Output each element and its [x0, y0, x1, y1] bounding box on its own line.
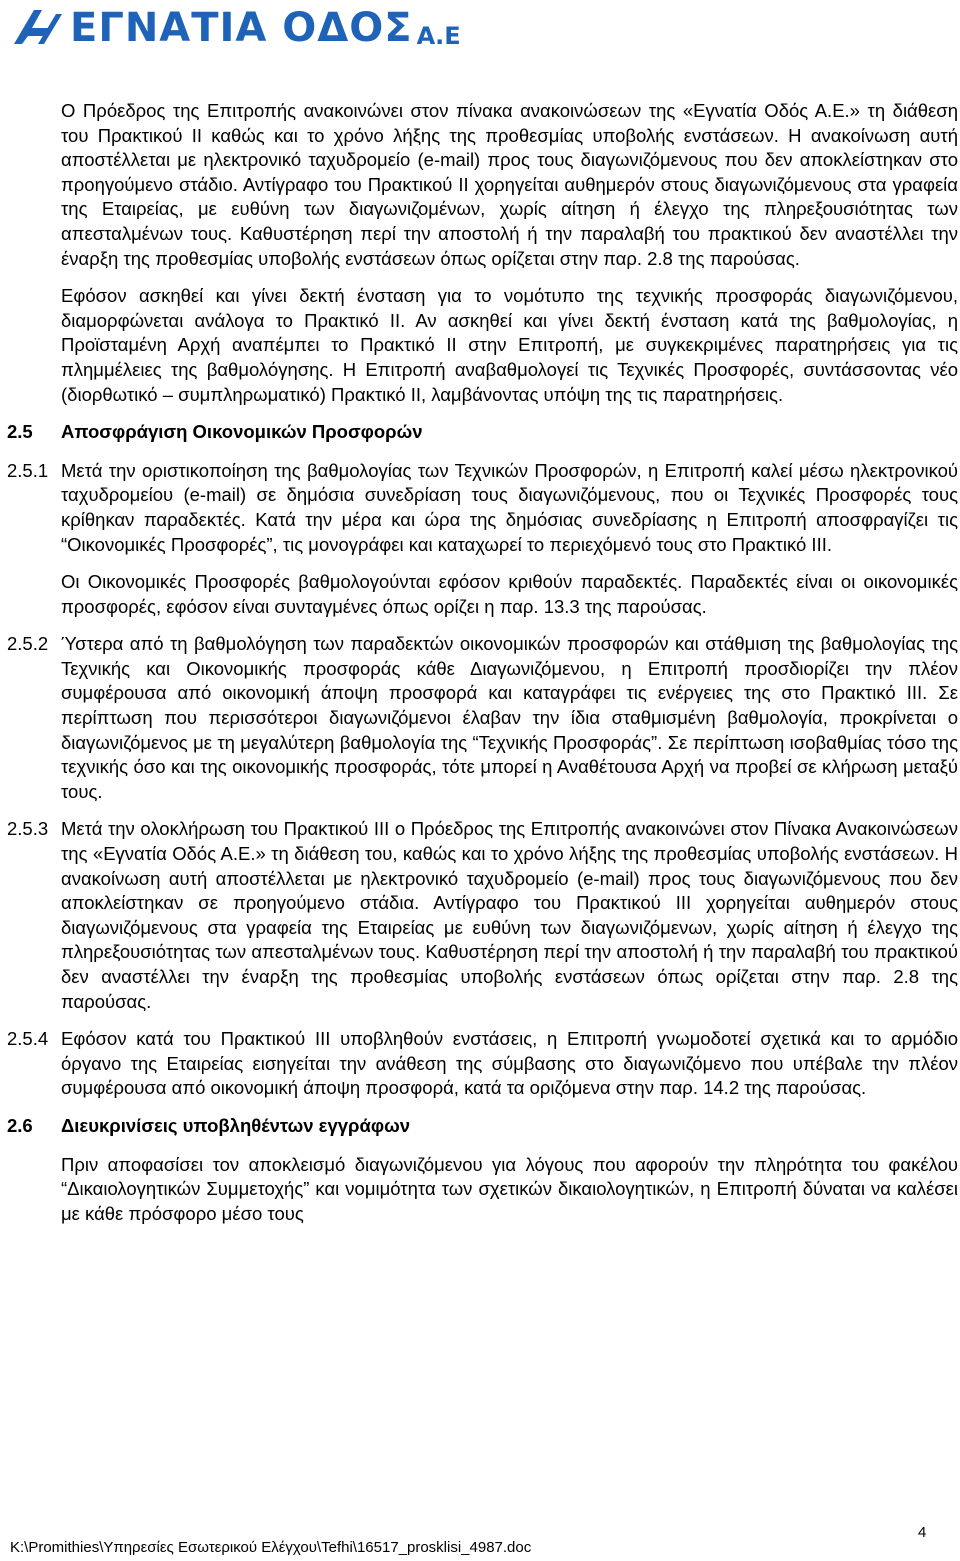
subsection-2-5-4: [7, 1027, 958, 1101]
section-title: Διευκρινίσεις υποβληθέντων εγγράφων: [61, 1114, 411, 1136]
subsection-number: 2.5.1: [7, 459, 49, 481]
subsection-number: 2.5.4: [7, 1028, 49, 1050]
paragraph-2-6: Πριν αποφασίσει τον αποκλεισμό διαγωνιζόμενου για λόγους που αφορούν την πληρότητα του φακέλου “Δικαιολογητικών Συμμετοχής” και νομιμότητα των σχετικών δικαιολογητικών, η Επιτροπή δύναται να καλέσει με κάθε πρόσφορο μέσο τους: [61, 1153, 958, 1224]
page-number: 4: [918, 1524, 927, 1541]
section-number: 2.6: [7, 1114, 33, 1136]
subsection-text: Ύστερα από τη βαθμολόγηση των παραδεκτών οικονομικών προσφορών και στάθμιση της βαθμολογίας της Τεχνικής και Οικονομικής προσφοράς κάθε Διαγωνιζόμενου, η Επιτροπή προσδιορίζει την πλέον συμφέρουσα από οικονομική άποψη προσφορά και καταγράφει τις ενέργειες της στο Πρακτικό ΙΙΙ. Σε περίπτωση που περισσότεροι διαγωνιζόμενοι έλαβαν την ίδια σταθμισμένη βαθμολογία, προκρίνεται ο διαγωνιζόμενος με τη μεγαλύτερη βαθμολογία της “Τεχνικής Προσφοράς”. Σε περίπτωση ισοβαθμίας τόσο της τεχνικής όσο και της οικονομικής προσφοράς, τότε μπορεί η Αναθέτουσα Αρχή να προβεί σε κλήρωση μεταξύ τους.: [61, 633, 958, 802]
subsection-text: Εφόσον κατά του Πρακτικού ΙΙΙ υποβληθούν ενστάσεις, η Επιτροπή γνωμοδοτεί σχετικά και το αρμόδιο όργανο της Εταιρείας εισηγείται την ανάθεση της σύμβασης στο διαγωνιζόμενο που υπέβαλε την πλέον συμφέρουσα από οικονομική άποψη προσφορά, κατά τα οριζόμενα στην παρ. 14.2 της παρούσας.: [61, 1028, 958, 1099]
subsection-2-5-3: [7, 817, 958, 1014]
paragraph-1: Ο Πρόεδρος της Επιτροπής ανακοινώνει στον πίνακα ανακοινώσεων της «Εγνατία Οδός Α.Ε.» τη διάθεση του Πρακτικού ΙΙ καθώς και το χρόνο λήξης της προθεσμίας υποβολής ενστάσεων. Η ανακοίνωση αυτή αποστέλλεται με ηλεκτρονικό ταχυδρομείο (e-mail) προς τους διαγωνιζόμενους που δεν αποκλείστηκαν στο προηγούμενο στάδιο. Αντίγραφο του Πρακτικού ΙΙ χορηγείται αυθημερόν στους διαγωνιζόμενους στα γραφεία της Εταιρείας, με ευθύνη των διαγωνιζομένων, χωρίς αίτηση ή έλεγχο της πληρεξουσιότητας των απεσταλμένων τους. Καθυστέρηση περί την αποστολή ή την παραλαβή του πρακτικού δεν αναστέλλει την έναρξη της προθεσμίας υποβολής ενστάσεων όπως ορίζεται στην παρ. 2.8 της παρούσας.: [61, 100, 958, 269]
logo-text: ΕΓΝΑΤΙΑ ΟΔΟΣ: [70, 5, 413, 51]
company-logo: [8, 4, 461, 52]
subsection-number: 2.5.2: [7, 633, 49, 655]
document-body: [7, 99, 958, 1226]
section-title: Αποσφράγιση Οικονομικών Προσφορών: [61, 421, 423, 443]
subsection-text: Μετά την ολοκλήρωση του Πρακτικού ΙΙΙ ο Πρόεδρος της Επιτροπής ανακοινώνει στον Πίνακα Ανακοινώσεων της «Εγνατία Οδός Α.Ε.» τη διάθεση του, καθώς και το χρόνο λήξης της προθεσμίας υποβολής ενστάσεων. Η ανακοίνωση αυτή αποστέλλεται με ηλεκτρονικό ταχυδρομείο (e-mail) προς τους διαγωνιζόμενους που δεν αποκλείστηκαν σε προηγούμενο στάδια. Αντίγραφο του Πρακτικού ΙΙΙ χορηγείται αυθημερόν στους διαγωνιζόμενους στα γραφεία της Εταιρείας με ευθύνη των διαγωνιζόμενων, χωρίς αίτηση ή έλεγχο της πληρεξουσιότητας των απεσταλμένων τους. Καθυστέρηση περί την αποστολή ή την παραλαβή του πρακτικού δεν αναστέλλει την έναρξη της προθεσμίας υποβολής ενστάσεων όπως ορίζεται στην παρ. 2.8 της παρούσας.: [61, 818, 958, 1012]
subsection-2-5-1: [7, 459, 958, 557]
footer-file-path: K:\Promithies\Υπηρεσίες Εσωτερικού Ελέγχου\Tefhi\16517_prosklisi_4987.doc: [10, 1539, 532, 1556]
paragraph-2-5-1-b: Οι Οικονομικές Προσφορές βαθμολογούνται εφόσον κριθούν παραδεκτές. Παραδεκτές είναι οι οικονομικές προσφορές, εφόσον είναι συνταγμένες όπως ορίζει η παρ. 13.3 της παρούσας.: [61, 571, 958, 617]
subsection-number: 2.5.3: [7, 818, 49, 840]
section-heading-2-6: [7, 1114, 958, 1139]
logo-suffix: Α.Ε: [416, 22, 461, 50]
section-heading-2-5: [7, 420, 958, 445]
paragraph-2: Εφόσον ασκηθεί και γίνει δεκτή ένσταση για το νομότυπο της τεχνικής προσφοράς διαγωνιζόμενου, διαμορφώνεται ανάλογα το Πρακτικό ΙΙ. Αν ασκηθεί και γίνει δεκτή ένσταση κατά της βαθμολογίας, η Προϊσταμένη Αρχή αναπέμπει το Πρακτικό ΙΙ στην Επιτροπή, με συγκεκριμένες παρατηρήσεις για τις πλημμέλειες της βαθμολόγησης. Η Επιτροπή αναβαθμολογεί τις Τεχνικές Προσφορές, συντάσσοντας νέο (διορθωτικό – συμπληρωματικό) Πρακτικό ΙΙ, λαμβάνοντας υπόψη της τις παρατηρήσεις.: [61, 285, 958, 405]
subsection-2-5-2: [7, 632, 958, 804]
subsection-text: Μετά την οριστικοποίηση της βαθμολογίας των Τεχνικών Προσφορών, η Επιτροπή καλεί μέσω ηλεκτρονικού ταχυδρομείου (e-mail) σε δημόσια συνεδρίαση τους διαγωνιζόμενους, που οι Τεχνικές Προσφορές τους κρίθηκαν παραδεκτές. Κατά την μέρα και ώρα της δημόσιας συνεδρίασης η Επιτροπή αποσφραγίζει τις “Οικονομικές Προσφορές”, τις μονογράφει και καταχωρεί το περιεχόμενό τους στο Πρακτικό ΙΙΙ.: [61, 459, 958, 555]
logo-mark-icon: [8, 4, 66, 52]
section-number: 2.5: [7, 421, 33, 443]
